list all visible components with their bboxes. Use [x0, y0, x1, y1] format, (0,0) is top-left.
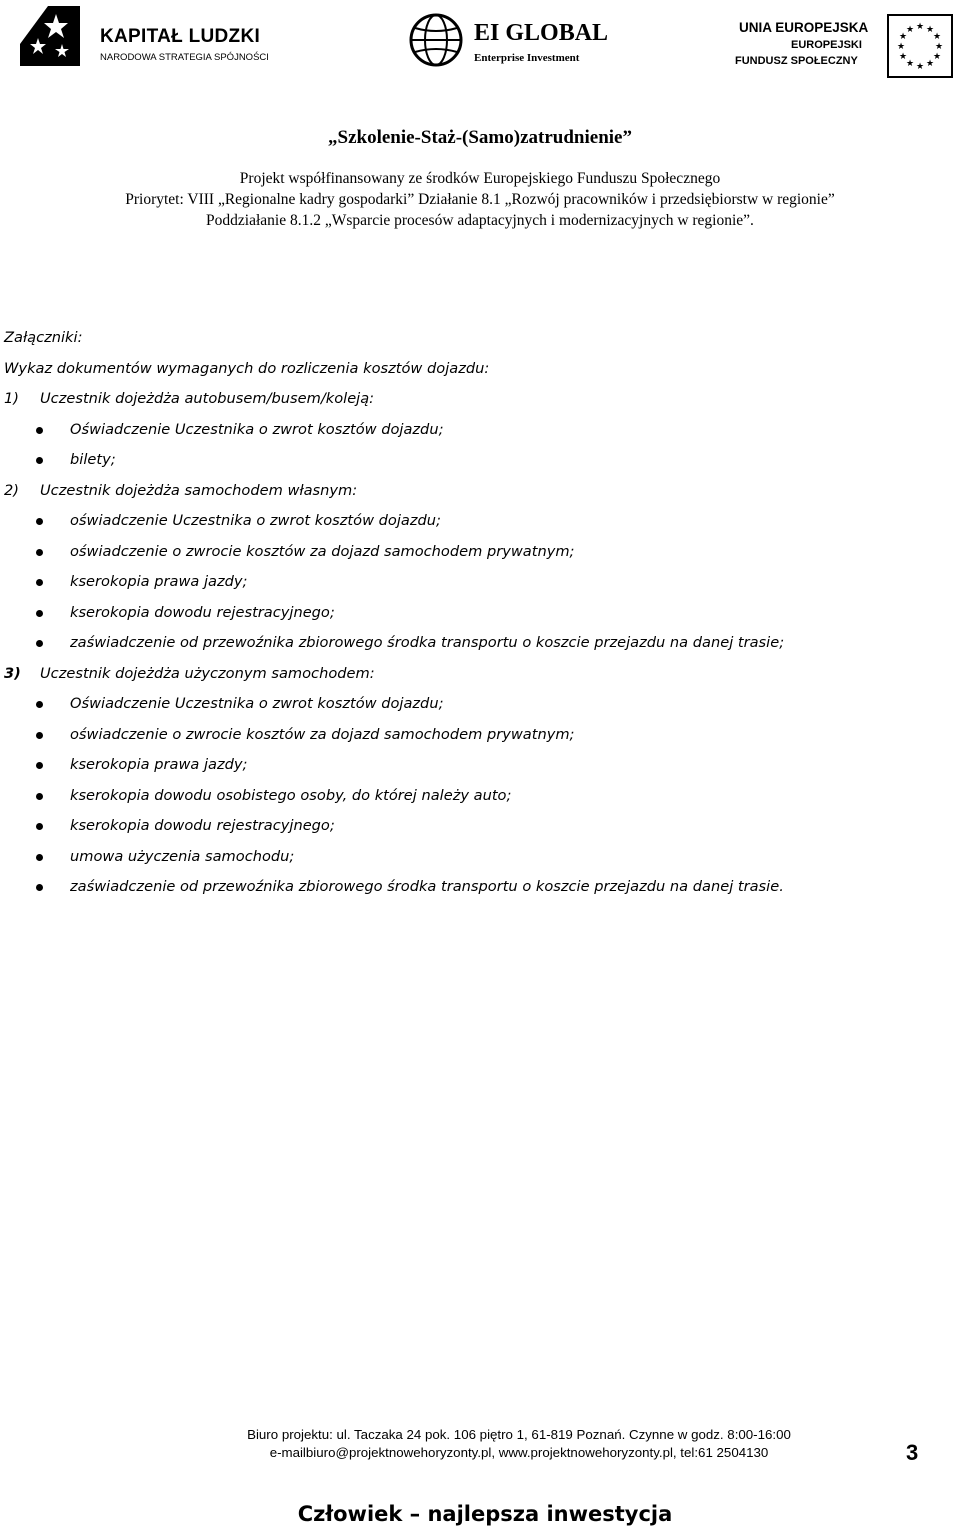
attachments-subtitle: Wykaz dokumentów wymaganych do rozliczenia kosztów dojazdu:: [4, 359, 490, 377]
bullet-icon: [36, 762, 43, 769]
bullet-icon: [36, 610, 43, 617]
page-number: 3: [906, 1440, 919, 1465]
list-item-text: kserokopia prawa jazdy;: [70, 756, 248, 773]
list-item-text: oświadczenie o zwrocie kosztów za dojazd samochodem prywatnym;: [70, 542, 575, 560]
ei-global-title: EI GLOBAL: [474, 20, 609, 46]
list-item: [4, 842, 934, 873]
section-title: Uczestnik dojeżdża autobusem/busem/koleją:: [40, 390, 375, 407]
bullet-icon: [36, 640, 43, 647]
eu-logo-line2: EUROPEJSKI: [791, 39, 862, 51]
list-item: [4, 537, 934, 568]
svg-text:★: ★: [932, 52, 942, 62]
bullet-icon: [36, 579, 43, 586]
list-item: [4, 811, 934, 842]
list-item-text: oświadczenie Uczestnika o zwrot kosztów dojazdu;: [70, 512, 441, 529]
bullet-icon: [36, 701, 43, 708]
kapital-ludzki-logo: [10, 4, 270, 68]
list-item: [4, 506, 934, 537]
list-item: [4, 720, 934, 751]
ei-global-subtitle: Enterprise Investment: [474, 52, 580, 64]
eu-logo-line3: FUNDUSZ SPOŁECZNY: [735, 55, 858, 67]
section-header: [4, 659, 934, 690]
list-item: [4, 415, 934, 446]
svg-text:★: ★: [934, 42, 944, 52]
list-item: [4, 598, 934, 629]
svg-text:★: ★: [896, 42, 906, 52]
eu-logo: [735, 12, 960, 72]
list-item-text: zaświadczenie od przewoźnika zbiorowego środka transportu o koszcie przejazdu na danej trasie.: [70, 878, 784, 895]
list-item: [4, 750, 934, 781]
section-bus-train: [4, 384, 934, 476]
list-item-text: zaświadczenie od przewoźnika zbiorowego środka transportu o koszcie przejazdu na danej trasie;: [70, 634, 785, 651]
svg-text:★: ★: [932, 32, 942, 42]
section-title: Uczestnik dojeżdża samochodem własnym:: [40, 481, 358, 499]
list-item: [4, 445, 934, 476]
project-line-subaction: Poddziałanie 8.1.2 „Wsparcie procesów adaptacyjnych i modernizacyjnych w regionie”.: [206, 212, 754, 229]
footer-contact: e-mailbiuro@projektnowehoryzonty.pl, www.projektnowehoryzonty.pl, tel:61 2504130: [269, 1445, 769, 1460]
bullet-icon: [36, 823, 43, 830]
ei-global-logo: [408, 12, 609, 70]
bullet-icon: [36, 884, 43, 891]
list-item-text: Oświadczenie Uczestnika o zwrot kosztów dojazdu;: [70, 695, 444, 712]
section-number: 1): [4, 390, 19, 407]
svg-text:★: ★: [905, 59, 915, 69]
bullet-icon: [36, 732, 43, 739]
svg-text:★: ★: [925, 59, 935, 69]
attachments-label: Załączniki:: [4, 329, 83, 346]
section-borrowed-car: [4, 659, 934, 903]
bullet-icon: [36, 427, 43, 434]
bullet-icon: [36, 793, 43, 800]
document-title: „Szkolenie-Staż-(Samo)zatrudnienie”: [328, 127, 632, 148]
svg-text:★: ★: [898, 52, 908, 62]
list-item: [4, 781, 934, 812]
list-item-text: kserokopia dowodu rejestracyjnego;: [70, 817, 335, 834]
list-item-text: oświadczenie o zwrocie kosztów za dojazd samochodem prywatnym;: [70, 725, 575, 743]
bullet-icon: [36, 457, 43, 464]
svg-text:★: ★: [915, 22, 925, 32]
section-number: 3): [4, 664, 21, 682]
list-item-text: bilety;: [70, 451, 116, 468]
svg-text:★: ★: [898, 32, 908, 42]
bullet-icon: [36, 549, 43, 556]
svg-text:★: ★: [925, 25, 935, 35]
svg-text:★: ★: [915, 62, 925, 72]
section-own-car: [4, 476, 934, 659]
bullet-icon: [36, 854, 43, 861]
section-number: 2): [4, 481, 19, 499]
bullet-icon: [36, 518, 43, 525]
list-item: [4, 689, 934, 720]
kapital-ludzki-title: KAPITAŁ LUDZKI: [100, 26, 261, 47]
list-item-text: kserokopia dowodu rejestracyjnego;: [70, 603, 335, 621]
document-list: [4, 506, 934, 659]
section-title: Uczestnik dojeżdża użyczonym samochodem:: [40, 664, 375, 682]
eu-logo-line1: UNIA EUROPEJSKA: [739, 20, 869, 35]
eu-stars-flag-icon: [887, 14, 953, 78]
list-item-text: umowa użyczenia samochodu;: [70, 847, 295, 865]
list-item-text: kserokopia dowodu osobistego osoby, do której należy auto;: [70, 786, 512, 804]
document-list: [4, 689, 934, 903]
kapital-ludzki-subtitle: NARODOWA STRATEGIA SPÓJNOŚCI: [100, 52, 269, 63]
kapital-ludzki-star-emblem-icon: [18, 4, 82, 68]
section-header: [4, 476, 934, 507]
svg-text:★: ★: [905, 25, 915, 35]
section-header: [4, 384, 934, 415]
list-item: [4, 872, 934, 903]
list-item: [4, 628, 934, 659]
list-item-text: Oświadczenie Uczestnika o zwrot kosztów dojazdu;: [70, 420, 444, 438]
document-list: [4, 415, 934, 476]
list-item-text: kserokopia prawa jazdy;: [70, 573, 248, 590]
globe-emblem-icon: [408, 12, 464, 68]
project-line-priority: Priorytet: VIII „Regionalne kadry gospodarki” Działanie 8.1 „Rozwój pracowników i przedsiębiorstw w regionie”: [125, 191, 835, 208]
footer-slogan: Człowiek – najlepsza inwestycja: [297, 1502, 673, 1526]
attachments-section: [4, 323, 934, 903]
page-footer: [0, 1426, 960, 1462]
footer-address: Biuro projektu: ul. Taczaka 24 pok. 106 piętro 1, 61-819 Poznań. Czynne w godz. 8:00-16:00: [247, 1427, 791, 1442]
project-line-funding: Projekt współfinansowany ze środków Europejskiego Funduszu Społecznego: [239, 170, 721, 187]
list-item: [4, 567, 934, 598]
project-header: [0, 124, 960, 231]
